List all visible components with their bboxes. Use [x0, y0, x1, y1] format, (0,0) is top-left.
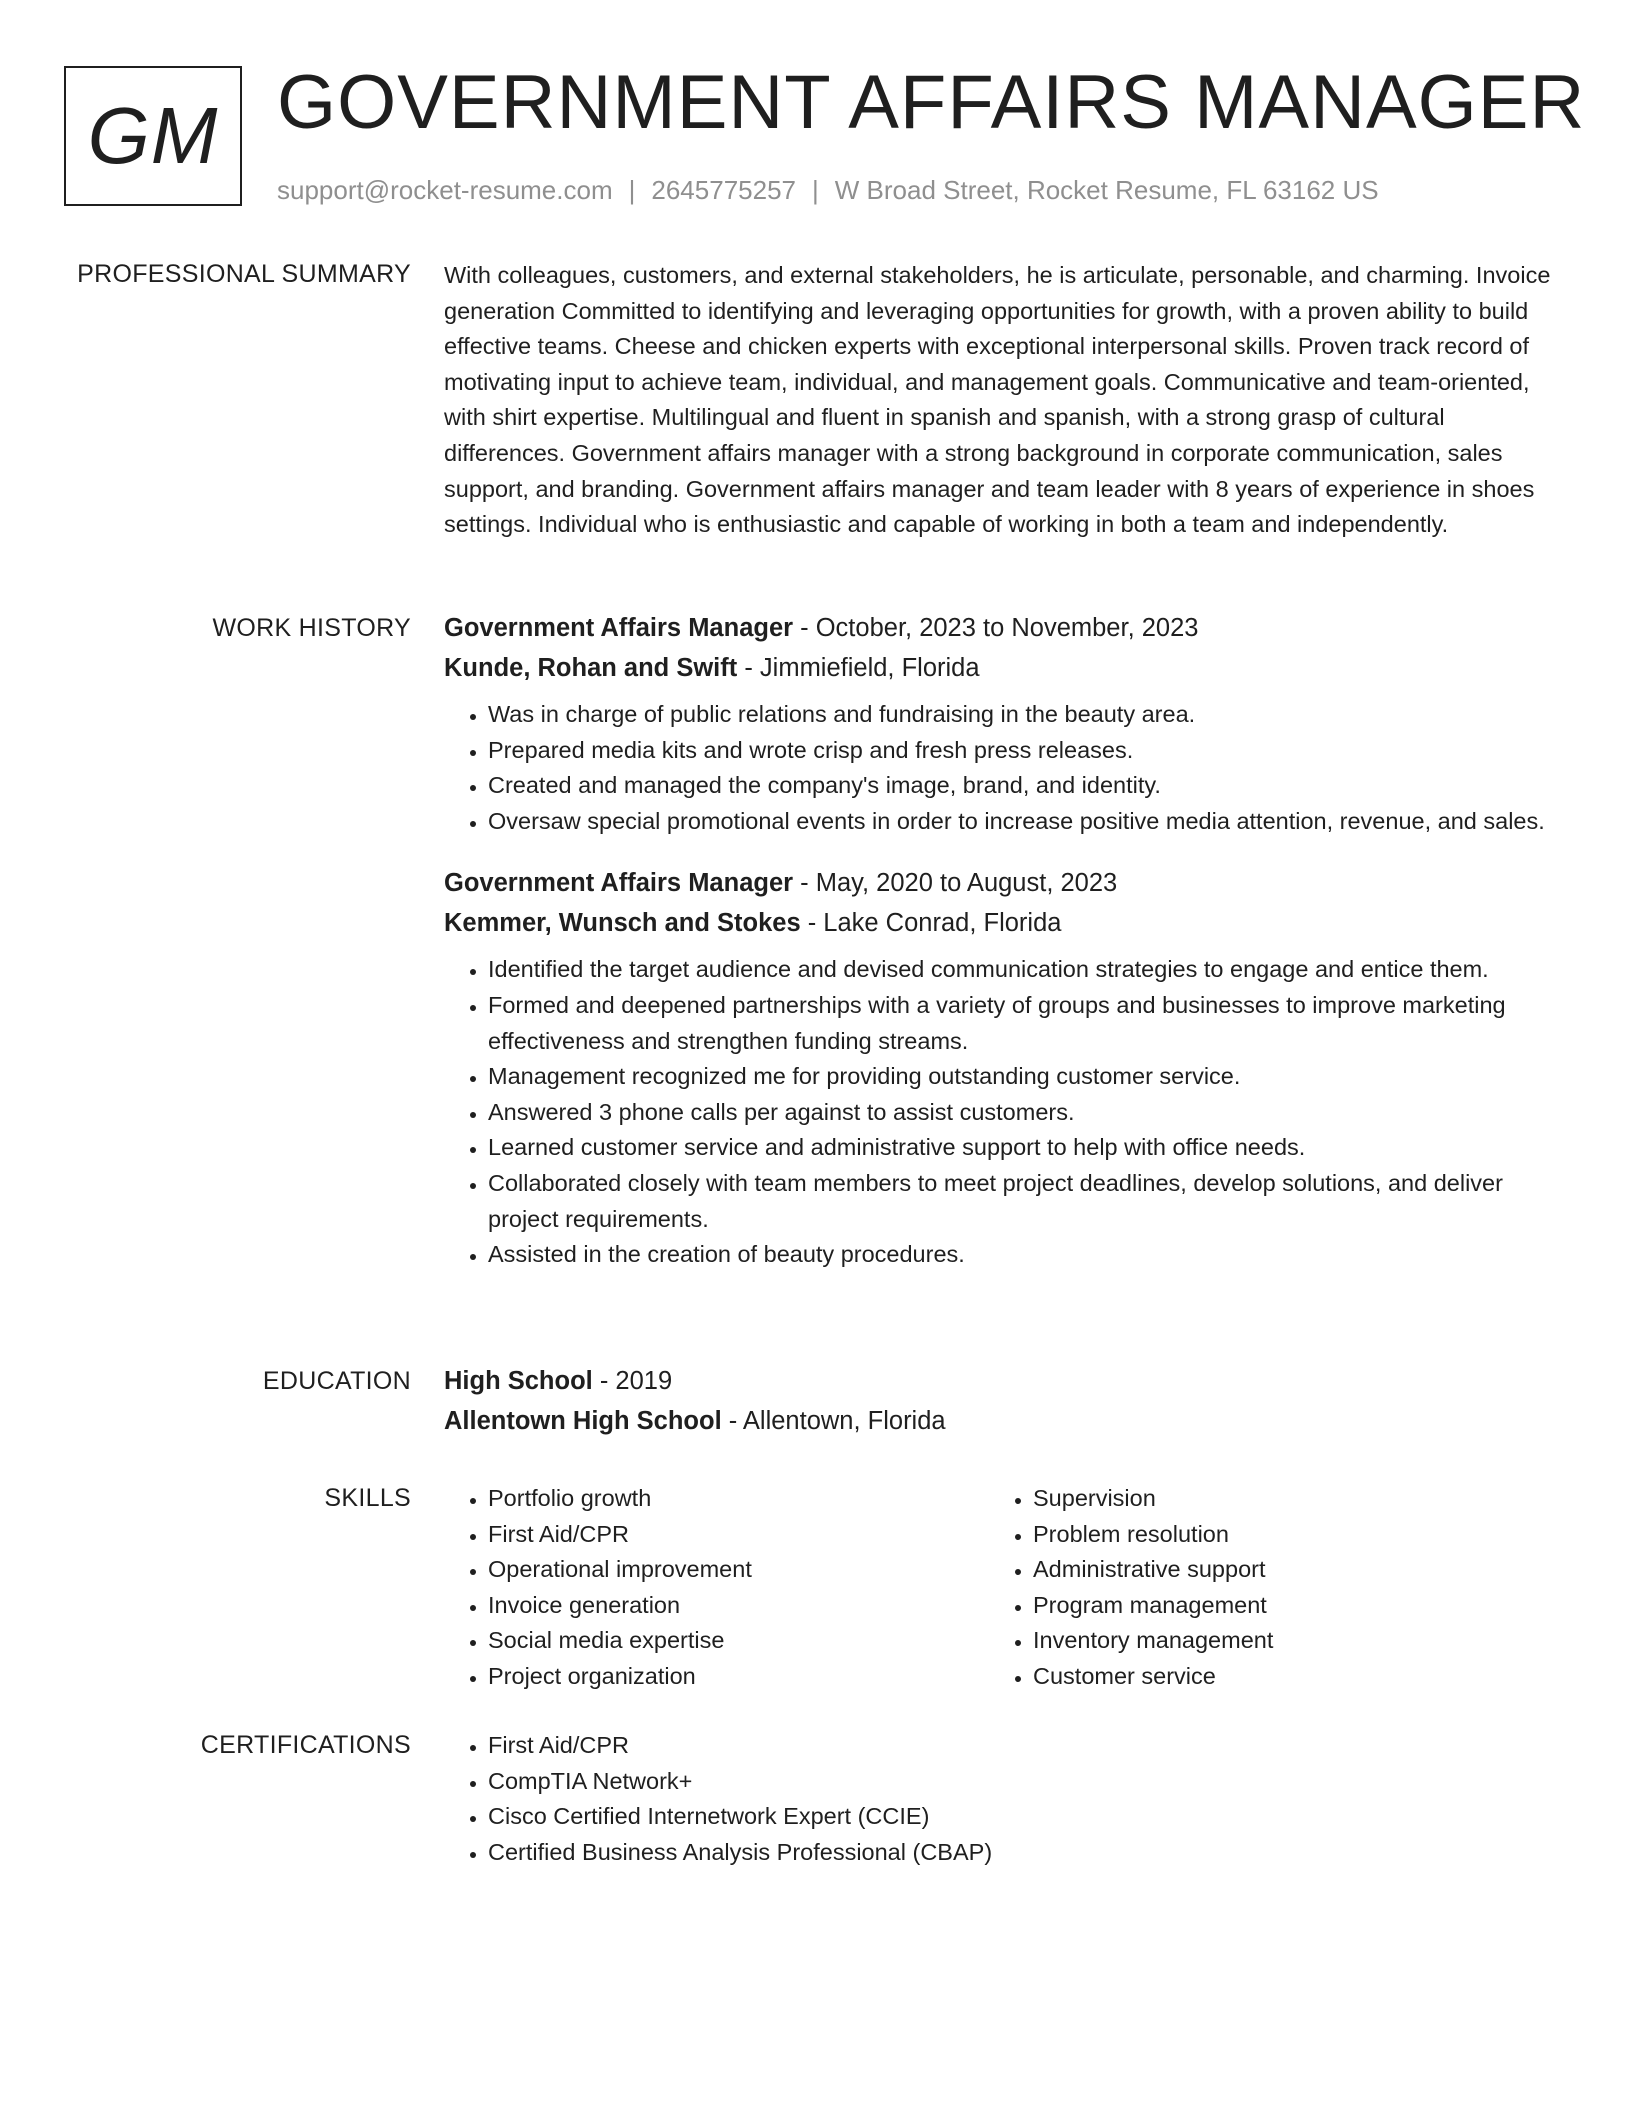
skills-column-right: [989, 1481, 1534, 1695]
skill-item: • Operational improvement: [488, 1552, 989, 1588]
contact-separator: |: [628, 175, 636, 205]
job-company: Kemmer, Wunsch and Stokes: [444, 909, 801, 938]
skill-item: • Supervision: [1033, 1481, 1534, 1517]
skill-item: • Problem resolution: [1033, 1517, 1534, 1553]
work-history-heading: WORK HISTORY: [212, 614, 411, 642]
work-history-body: [444, 608, 1564, 1273]
job-bullet: • Was in charge of public relations and fundraising in the beauty area.: [488, 697, 1564, 733]
education-location: - Allentown, Florida: [721, 1407, 946, 1435]
job-bullet: • Identified the target audience and devised communication strategies to engage and entice them.: [488, 952, 1564, 988]
monogram-box: [64, 66, 242, 206]
skill-item: • Project organization: [488, 1659, 989, 1695]
candidate-title: GOVERNMENT AFFAIRS MANAGER: [277, 60, 1586, 145]
skill-item: • Administrative support: [1033, 1552, 1534, 1588]
job-bullet: • Created and managed the company's image, brand, and identity.: [488, 768, 1564, 804]
skills-list: [444, 1481, 989, 1695]
certifications-body: [444, 1728, 1564, 1870]
education-degree: High School: [444, 1367, 593, 1395]
job-role: Government Affairs Manager: [444, 614, 794, 642]
job-bullet: • Answered 3 phone calls per against to assist customers.: [488, 1095, 1564, 1131]
summary-heading: PROFESSIONAL SUMMARY: [77, 260, 411, 288]
monogram-initials: GM: [87, 91, 219, 180]
job-company-line: [444, 903, 1564, 943]
education-year: - 2019: [592, 1367, 673, 1395]
job-bullets: [444, 952, 1564, 1272]
job-bullet: • Collaborated closely with team members to meet project deadlines, develop solutions, and deliver project requirements.: [488, 1166, 1564, 1237]
education-school-line: [444, 1401, 1564, 1441]
summary-text: With colleagues, customers, and external stakeholders, he is articulate, personable, and charming. Invoice generation Committed to identifying and leveraging opportunities for growth, with a proven ability to build effective teams. Cheese and chicken experts with exceptional interpersonal skills. Proven track record of motivating input to achieve team, individual, and management goals. Communicative and team-oriented, with shirt expertise. Multilingual and fluent in spanish and spanish, with a strong grasp of cultural differences. Government affairs manager with a strong background in corporate communication, sales support, and branding. Government affairs manager and team leader with 8 years of experience in shoes settings. Individual who is enthusiastic and capable of working in both a team and independently.: [444, 262, 1551, 538]
certification-item: • Certified Business Analysis Professional (CBAP): [488, 1835, 1564, 1871]
job-entry: [444, 863, 1564, 1272]
job-bullet: • Formed and deepened partnerships with a variety of groups and businesses to improve marketing effectiveness and strengthen funding streams.: [488, 988, 1564, 1059]
skill-item: • Social media expertise: [488, 1623, 989, 1659]
education-degree-line: [444, 1361, 1564, 1401]
contact-line: [277, 174, 1379, 206]
education-heading: EDUCATION: [262, 1367, 411, 1395]
skills-body: [444, 1481, 1564, 1695]
certification-item: • CompTIA Network+: [488, 1764, 1564, 1800]
skill-item: • First Aid/CPR: [488, 1517, 989, 1553]
job-entry: [444, 608, 1564, 839]
job-company: Kunde, Rohan and Swift: [444, 654, 738, 682]
job-location: - Jimmiefield, Florida: [737, 654, 980, 682]
job-role: Government Affairs Manager: [444, 869, 794, 898]
contact-email[interactable]: support@rocket-resume.com: [277, 175, 613, 205]
contact-phone[interactable]: 2645775257: [651, 175, 796, 205]
skill-item: • Program management: [1033, 1588, 1534, 1624]
job-bullets: [444, 697, 1564, 839]
skills-column-left: [444, 1481, 989, 1695]
job-dates: - October, 2023 to November, 2023: [793, 614, 1199, 642]
certifications-list: [444, 1728, 1564, 1870]
skill-item: • Portfolio growth: [488, 1481, 989, 1517]
job-bullet: • Prepared media kits and wrote crisp and fresh press releases.: [488, 733, 1564, 769]
certification-item: • First Aid/CPR: [488, 1728, 1564, 1764]
skill-item: • Invoice generation: [488, 1588, 989, 1624]
summary-body: [444, 258, 1564, 543]
contact-address: W Broad Street, Rocket Resume, FL 63162 US: [834, 175, 1379, 205]
job-role-line: [444, 608, 1564, 648]
skills-columns: [444, 1481, 1564, 1695]
job-location: - Lake Conrad, Florida: [800, 909, 1062, 938]
skills-list: [989, 1481, 1534, 1695]
certifications-heading: CERTIFICATIONS: [200, 1731, 411, 1759]
skill-item: • Inventory management: [1033, 1623, 1534, 1659]
job-bullet: • Learned customer service and administrative support to help with office needs.: [488, 1130, 1564, 1166]
job-company-line: [444, 648, 1564, 688]
education-school: Allentown High School: [444, 1407, 722, 1435]
job-bullet: • Management recognized me for providing outstanding customer service.: [488, 1059, 1564, 1095]
job-bullet: • Oversaw special promotional events in order to increase positive media attention, revenue, and sales.: [488, 804, 1564, 840]
skills-heading: SKILLS: [324, 1484, 411, 1512]
contact-separator: |: [812, 175, 819, 205]
skill-item: • Customer service: [1033, 1659, 1534, 1695]
education-body: [444, 1361, 1564, 1441]
job-role-line: [444, 863, 1564, 903]
job-dates: - May, 2020 to August, 2023: [793, 869, 1118, 898]
certification-item: • Cisco Certified Internetwork Expert (CCIE): [488, 1799, 1564, 1835]
job-bullet: • Assisted in the creation of beauty procedures.: [488, 1237, 1564, 1273]
